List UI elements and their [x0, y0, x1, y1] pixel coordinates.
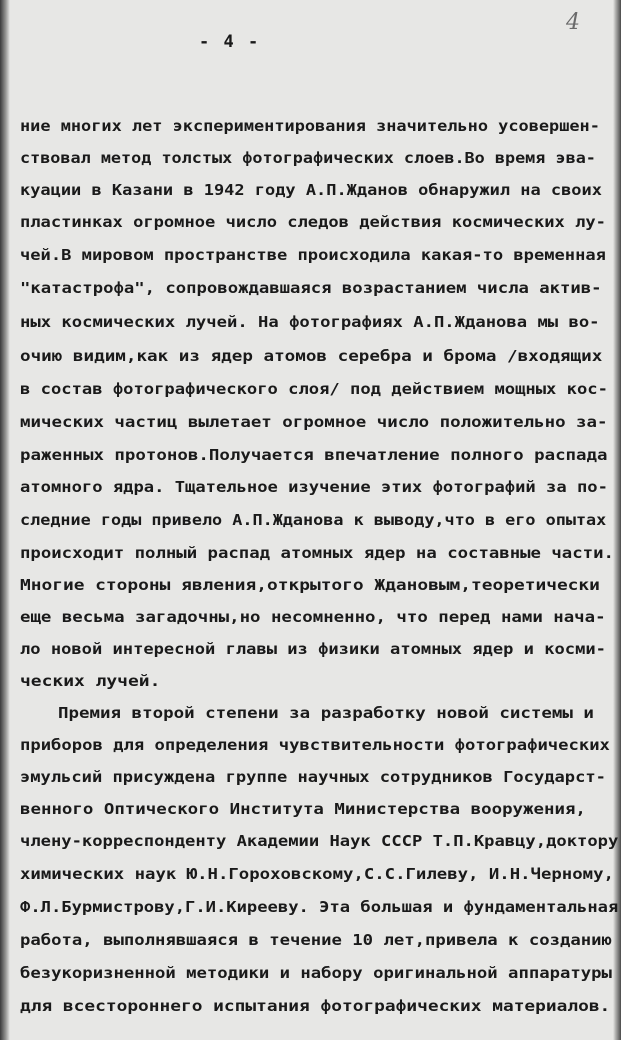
- text-line: ных космических лучей. На фотографиях А.П.Жданова мы во-: [20, 313, 600, 331]
- text-line: в состав фотографического слоя/ под действием мощных кос-: [20, 380, 608, 398]
- scan-right-edge: [613, 0, 621, 1040]
- text-line: ческих лучей.: [20, 672, 161, 690]
- text-line: ние многих лет экспериментирования значительно усовершен-: [20, 117, 600, 135]
- text-line: приборов для определения чувствительности фотографических: [20, 736, 610, 754]
- text-line: раженных протонов.Получается впечатление полного распада: [20, 446, 608, 464]
- handwritten-page-mark: 4: [566, 10, 580, 35]
- text-line: атомного ядра. Тщательное изучение этих фотографий за по-: [20, 478, 608, 496]
- scan-left-edge: [0, 0, 10, 1040]
- text-line: ствовал метод толстых фотографических слоев.Во время эва-: [20, 149, 596, 167]
- text-line: эмульсий присуждена группе научных сотрудников Государст-: [20, 768, 606, 786]
- text-line: венного Оптического Института Министерства вооружения,: [20, 800, 586, 818]
- text-line: еще весьма загадочны,но несомненно, что перед нами нача-: [20, 608, 606, 626]
- text-line: работа, выполнявшаяся в течение 10 лет,привела к созданию: [20, 931, 612, 949]
- text-line: мических частиц вылетает огромное число положительно за-: [20, 413, 608, 431]
- text-line: ло новой интересной главы из физики атомных ядер и косми-: [20, 640, 606, 658]
- page-number: - 4 -: [199, 32, 261, 52]
- text-line: пластинках огромное число следов действия космических лу-: [20, 213, 606, 231]
- text-line: следние годы привело А.П.Жданова к выводу,что в его опытах: [20, 511, 607, 529]
- text-line: очию видим,как из ядер атомов серебра и брома /входящих: [20, 347, 603, 365]
- text-line: куации в Казани в 1942 году А.П.Жданов обнаружил на своих: [20, 181, 602, 199]
- text-line: Многие стороны явления,открытого Ждановым,теоретически: [20, 576, 600, 594]
- text-line: члену-корреспонденту Академии Наук СССР Т.П.Кравцу,доктору: [20, 832, 619, 850]
- text-line: Премия второй степени за разработку новой системы и: [58, 704, 594, 722]
- text-line: Ф.Л.Бурмистрову,Г.И.Кирееву. Эта большая и фундаментальная: [20, 898, 619, 916]
- text-line: "катастрофа", сопровождавшаяся возрастанием числа актив-: [20, 279, 602, 297]
- text-line: безукоризненной методики и набору оригинальной аппаратуры: [20, 964, 612, 982]
- text-line: чей.В мировом пространстве происходила какая-то временная: [20, 246, 606, 264]
- text-line: химических наук Ю.Н.Гороховскому,С.С.Гилеву, И.Н.Черному,: [20, 865, 614, 883]
- text-line: происходит полный распад атомных ядер на составные части.: [20, 544, 614, 562]
- text-line: для всестороннего испытания фотографических материалов.: [20, 997, 611, 1015]
